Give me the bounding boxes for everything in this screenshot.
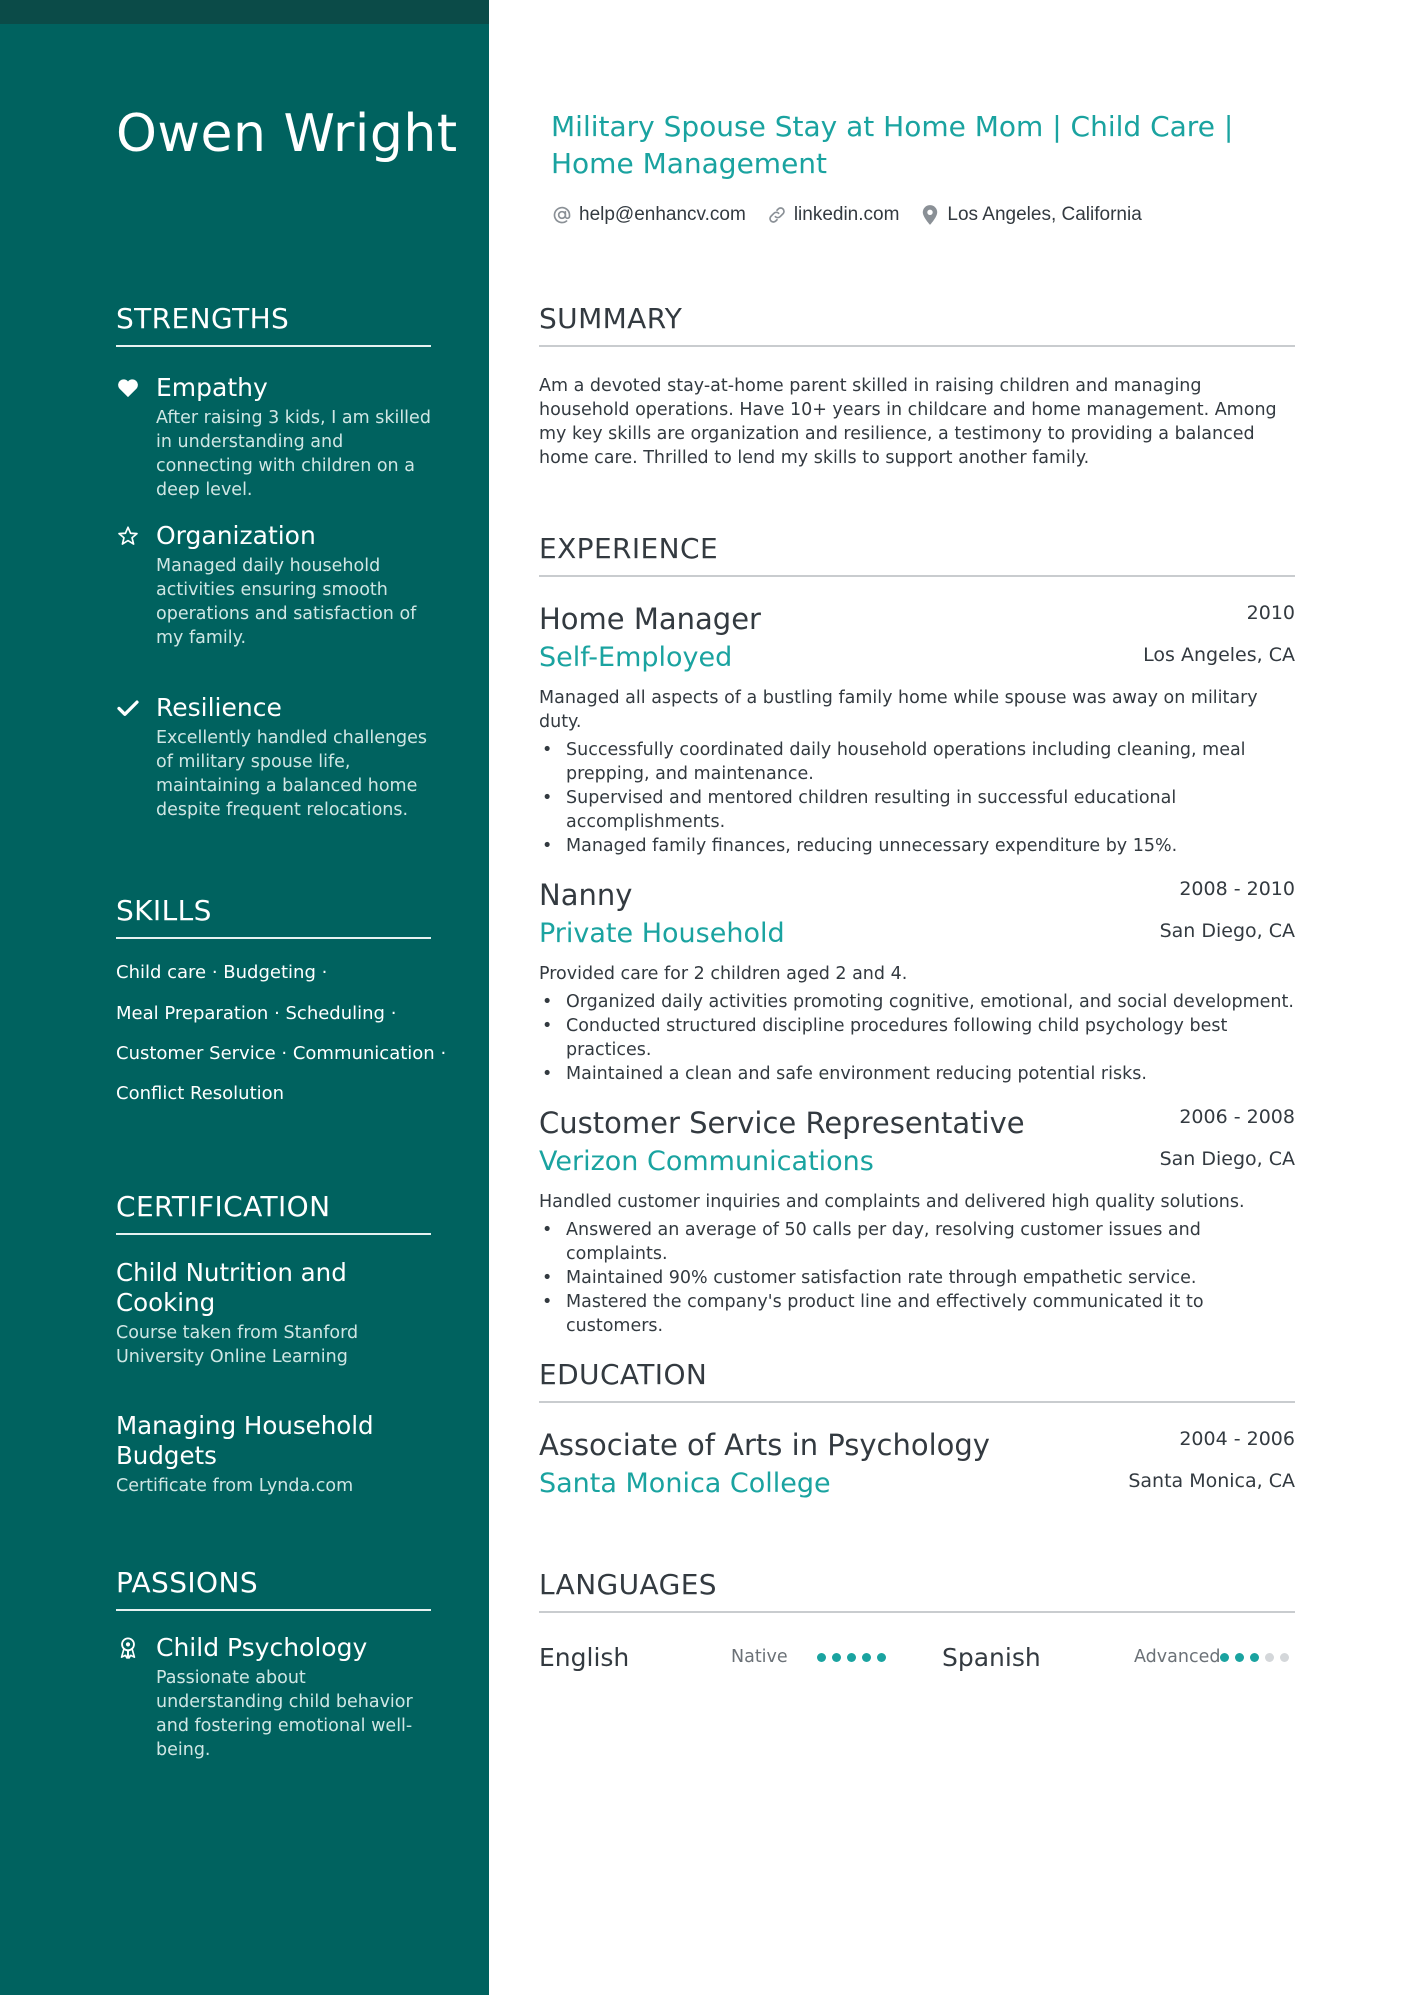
job-location: San Diego, CA: [1159, 920, 1295, 942]
job-bullet: • Conducted structured discipline procedures following child psychology best practices.: [539, 1014, 1295, 1062]
job-bullet: • Maintained 90% customer satisfaction rate through empathetic service.: [539, 1266, 1295, 1290]
certification-heading: CERTIFICATION: [116, 1190, 431, 1235]
job-dates: 2010: [1246, 602, 1295, 624]
rating-dot-filled: [862, 1653, 871, 1662]
strength-item: [116, 520, 436, 650]
rating-dot-filled: [877, 1653, 886, 1662]
sidebar-top-bar: [0, 0, 489, 24]
strength-description: Managed daily household activities ensuring smooth operations and satisfaction of my family.: [156, 556, 417, 648]
job-description: Handled customer inquiries and complaints and delivered high quality solutions.: [539, 1192, 1245, 1212]
certification-item: [116, 1411, 436, 1498]
rating-dot-empty: [1280, 1653, 1289, 1662]
school-name: Santa Monica College: [539, 1468, 831, 1499]
experience-item: [539, 1106, 1295, 1338]
summary-heading: SUMMARY: [539, 302, 1295, 347]
strength-description: After raising 3 kids, I am skilled in understanding and connecting with children on a deep level.: [156, 408, 431, 500]
star-icon: [116, 524, 140, 548]
heart-icon: [116, 376, 140, 400]
job-bullets: [539, 1218, 1295, 1338]
link-icon: [766, 204, 788, 226]
job-title: Nanny: [539, 878, 633, 912]
strength-title: Empathy: [156, 373, 268, 402]
certification-title: Child Nutrition and Cooking: [116, 1258, 347, 1317]
job-company: Self-Employed: [539, 642, 733, 673]
job-description: Managed all aspects of a bustling family home while spouse was away on military duty.: [539, 688, 1258, 732]
job-location: Los Angeles, CA: [1143, 644, 1295, 666]
job-dates: 2008 - 2010: [1179, 878, 1295, 900]
job-company: Verizon Communications: [539, 1146, 874, 1177]
checkmark-icon: [116, 696, 140, 720]
job-bullet: • Mastered the company's product line and effectively communicated it to customers.: [539, 1290, 1295, 1338]
strength-title: Resilience: [156, 693, 282, 722]
summary-text: Am a devoted stay-at-home parent skilled in raising children and managing household operations. Have 10+ years in childcare and home management. Among my key skills are organization and resilience, a testimony to providing a balanced home care. Thrilled to lend my skills to support another family.: [539, 376, 1277, 468]
rating-dot-filled: [817, 1653, 826, 1662]
job-bullet: • Successfully coordinated daily household operations including cleaning, meal prepping, and maintenance.: [539, 738, 1295, 786]
job-title: Customer Service Representative: [539, 1106, 1025, 1140]
job-company: Private Household: [539, 918, 785, 949]
experience-item: [539, 878, 1295, 1086]
certification-description: Course taken from Stanford University Online Learning: [116, 1323, 359, 1367]
resume-headline: Military Spouse Stay at Home Mom | Child Care | Home Management: [551, 110, 1234, 180]
skills-line: Customer Service · Communication ·: [116, 1043, 447, 1064]
linkedin-contact[interactable]: [766, 204, 900, 226]
education-item: [539, 1428, 1295, 1508]
location-text: Los Angeles, California: [947, 204, 1142, 225]
rating-dot-filled: [847, 1653, 856, 1662]
language-name: Spanish: [942, 1642, 1041, 1672]
certification-description: Certificate from Lynda.com: [116, 1476, 354, 1496]
passion-item: [116, 1632, 436, 1762]
job-bullet: • Supervised and mentored children resulting in successful educational accomplishments.: [539, 786, 1295, 834]
job-description: Provided care for 2 children aged 2 and 4.: [539, 964, 908, 984]
job-bullet: • Maintained a clean and safe environment reducing potential risks.: [539, 1062, 1295, 1086]
experience-item: [539, 602, 1295, 858]
job-bullets: [539, 990, 1295, 1086]
linkedin-text: linkedin.com: [793, 204, 900, 225]
award-ribbon-icon: [116, 1636, 140, 1660]
languages-heading: LANGUAGES: [539, 1568, 1295, 1613]
job-title: Home Manager: [539, 602, 761, 636]
strength-description: Excellently handled challenges of military spouse life, maintaining a balanced home despite frequent relocations.: [156, 728, 428, 820]
email-contact[interactable]: [551, 204, 746, 226]
job-bullet: • Organized daily activities promoting cognitive, emotional, and social development.: [539, 990, 1295, 1014]
location-contact: [919, 204, 1141, 226]
at-sign-icon: [551, 204, 573, 226]
language-level: Advanced: [1134, 1647, 1221, 1667]
candidate-name: Owen Wright: [116, 104, 458, 164]
strength-item: [116, 692, 436, 822]
certification-title: Managing Household Budgets: [116, 1411, 374, 1470]
job-bullet: • Answered an average of 50 calls per day, resolving customer issues and complaints.: [539, 1218, 1295, 1266]
education-dates: 2004 - 2006: [1179, 1428, 1295, 1450]
email-text: help@enhancv.com: [579, 204, 746, 225]
job-bullets: [539, 738, 1295, 858]
passion-title: Child Psychology: [156, 1633, 368, 1662]
skills-line: Meal Preparation · Scheduling ·: [116, 1003, 397, 1024]
rating-dot-empty: [1265, 1653, 1274, 1662]
job-bullet: • Managed family finances, reducing unnecessary expenditure by 15%.: [539, 834, 1295, 858]
rating-dot-filled: [832, 1653, 841, 1662]
school-location: Santa Monica, CA: [1128, 1470, 1295, 1492]
job-dates: 2006 - 2008: [1179, 1106, 1295, 1128]
rating-dot-filled: [1220, 1653, 1229, 1662]
skills-line: Child care · Budgeting ·: [116, 962, 328, 983]
language-rating: [817, 1653, 892, 1662]
language-item: [942, 1640, 1295, 1674]
contact-bar: [551, 202, 1162, 228]
rating-dot-filled: [1250, 1653, 1259, 1662]
strength-title: Organization: [156, 521, 316, 550]
strengths-heading: STRENGTHS: [116, 302, 431, 347]
education-heading: EDUCATION: [539, 1358, 1295, 1403]
strength-item: [116, 372, 436, 502]
language-level: Native: [731, 1647, 788, 1667]
passions-heading: PASSIONS: [116, 1566, 431, 1611]
degree-title: Associate of Arts in Psychology: [539, 1428, 990, 1462]
skills-heading: SKILLS: [116, 894, 431, 939]
language-item: [539, 1640, 892, 1674]
location-pin-icon: [919, 204, 941, 226]
job-location: San Diego, CA: [1159, 1148, 1295, 1170]
language-rating: [1220, 1653, 1295, 1662]
passion-description: Passionate about understanding child behavior and fostering emotional well-being.: [156, 1668, 413, 1760]
rating-dot-filled: [1235, 1653, 1244, 1662]
experience-heading: EXPERIENCE: [539, 532, 1295, 577]
language-name: English: [539, 1642, 630, 1672]
certification-item: [116, 1258, 436, 1369]
skills-line: Conflict Resolution: [116, 1083, 285, 1104]
